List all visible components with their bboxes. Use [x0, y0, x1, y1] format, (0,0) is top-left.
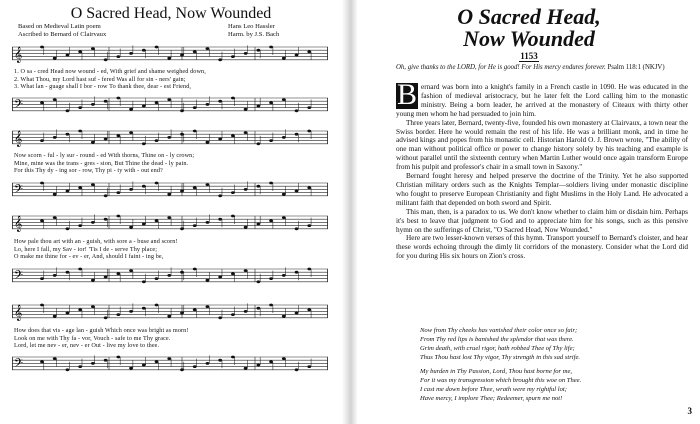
lyric-line: For this Thy dy - ing sor - row, Thy pi - ty with - out end?	[14, 167, 163, 174]
notehead	[116, 272, 120, 275]
clef-icon: 𝄢	[14, 357, 24, 373]
notehead	[256, 185, 260, 188]
notehead	[155, 360, 159, 363]
lyrics-block	[14, 238, 324, 261]
poem-stanza	[420, 367, 690, 403]
notehead	[244, 367, 248, 370]
notehead	[269, 101, 273, 104]
notehead	[282, 98, 286, 101]
paragraph: Three years later, Bernard, twenty-five, founded his own monastery at Clairvaux, a town near the Swiss border. Here he would remain the rest of his life. He was a brilliant monk, and in time he advised kings and popes from his monastic cell. Historian Harold O. J. Brown wrote, "The ability of one man without political office or power to change history solely by his teaching and example is without parallel until the sixteenth century when Martin Luther would once again transform Europe from his pulpit and professor's chair in a small town in Saxony."	[396, 118, 688, 172]
notehead	[91, 47, 95, 50]
notehead	[193, 224, 197, 227]
paragraph-text: ernard was born into a knight's family in a French castle in 1090. He was educated in the fashion of medieval aristocracy, but he later felt the Lord calling him to the monastic ministry. Being a born leader, he arrived at the monastery of Citeaux with thirty other young men whom he had persuaded to join him.	[396, 83, 688, 118]
notehead	[116, 97, 120, 100]
notehead	[142, 280, 146, 283]
poem-line: Thus Thou hast lost Thy vigor, Thy strength in this sad strife.	[420, 354, 581, 361]
scripture-epigraph	[396, 63, 686, 72]
notehead	[91, 362, 95, 365]
notehead	[167, 136, 171, 139]
notehead	[167, 193, 171, 196]
notehead	[91, 279, 95, 282]
clef-icon: 𝄞	[14, 216, 23, 232]
lyric-line: How pale thou art with an - guish, with sore a - buse and scorn!	[14, 238, 178, 245]
staff-graphic	[12, 180, 328, 202]
notehead	[104, 58, 108, 61]
title-line: O Sacred Head,	[457, 4, 601, 29]
notehead	[40, 139, 44, 142]
notehead	[282, 136, 286, 139]
notehead	[167, 216, 171, 219]
notehead	[282, 315, 286, 318]
notehead	[193, 130, 197, 133]
notehead	[40, 101, 44, 104]
notehead	[269, 304, 273, 307]
notehead	[66, 271, 70, 274]
poem-line: From Thy red lips is banished the splendor that was there.	[420, 336, 574, 343]
notehead	[282, 193, 286, 196]
staff-graphic	[12, 354, 328, 376]
notehead	[155, 101, 159, 104]
notehead	[206, 279, 210, 282]
notehead	[295, 271, 299, 274]
poem-stanza	[420, 326, 690, 362]
notehead	[53, 136, 57, 139]
notehead	[104, 100, 108, 103]
clef-icon: 𝄞	[14, 305, 23, 321]
drop-cap: B	[396, 78, 417, 111]
notehead	[142, 223, 146, 226]
bass-staff	[12, 266, 328, 285]
notehead	[218, 218, 222, 221]
notehead	[78, 365, 82, 368]
notehead	[269, 46, 273, 49]
notehead	[256, 364, 260, 367]
notehead	[307, 50, 311, 53]
notehead	[66, 227, 70, 230]
paragraph: Bernard fought heresy and helped preserve the doctrine of the Trinity. Yet he also supported Christian military orders such as the Knights Templar—soldiers living under monastic discipline who fought to preserve European Christianity and fight Muslims in the Holy Land. He advocated a militant faith that depended on both sword and Spirit.	[396, 172, 688, 207]
notehead	[231, 313, 235, 316]
notehead	[206, 103, 210, 106]
notehead	[269, 360, 273, 363]
bass-staff	[12, 180, 328, 199]
lyrics-block	[14, 68, 324, 91]
notehead	[218, 58, 222, 61]
notehead	[116, 356, 120, 359]
notehead	[180, 368, 184, 371]
notehead	[116, 313, 120, 316]
notehead	[231, 134, 235, 137]
notehead	[206, 141, 210, 144]
notehead	[231, 272, 235, 275]
notehead	[193, 50, 197, 53]
notehead	[142, 307, 146, 310]
notehead	[129, 131, 133, 134]
notehead	[129, 269, 133, 272]
paragraph: This man, then, is a paradox to us. We don't know whether to claim him or disdain him. Perhaps it's best to leave that judgment to God and to appreciate him for his songs, such as this pensive hymn on the sufferings of Christ, "O Sacred Head, Now Wounded."	[396, 207, 688, 234]
notehead	[256, 142, 260, 145]
staff-graphic	[12, 128, 328, 150]
notehead	[206, 221, 210, 224]
notehead	[307, 308, 311, 311]
lyric-line: 3. What lan - guage shall I bor - row To thank thee, dear - est Friend,	[14, 83, 192, 90]
notehead	[206, 47, 210, 50]
poem-line: My burden in Thy Passion, Lord, Thou hast borne for me,	[420, 368, 573, 375]
staff-graphic	[12, 44, 328, 66]
notehead	[307, 224, 311, 227]
notehead	[295, 312, 299, 315]
notehead	[295, 190, 299, 193]
notehead	[218, 100, 222, 103]
notehead	[66, 312, 70, 315]
clef-icon: 𝄞	[14, 47, 23, 63]
lyrics-block	[14, 327, 324, 350]
notehead	[155, 139, 159, 142]
lyric-line: Now scorn - ful - ly sur - round - ed With thorns, Thine on - ly crown;	[14, 152, 195, 159]
notehead	[307, 106, 311, 109]
clef-icon: 𝄞	[14, 131, 23, 147]
notehead	[180, 312, 184, 315]
staff-graphic	[12, 266, 328, 288]
notehead	[129, 367, 133, 370]
year-text: 1153	[520, 51, 538, 61]
notehead	[193, 268, 197, 271]
notehead	[256, 307, 260, 310]
poem-line: For it was my transgression which brought this woe on Thee.	[420, 377, 582, 384]
notehead	[295, 368, 299, 371]
music-credits	[228, 23, 279, 39]
title-line: Now Wounded	[463, 26, 595, 51]
notehead	[78, 268, 82, 271]
notehead	[206, 305, 210, 308]
notehead	[307, 268, 311, 271]
notehead	[91, 305, 95, 308]
notehead	[231, 215, 235, 218]
notehead	[167, 315, 171, 318]
credit-line: Based on Medieval Latin poem	[18, 23, 101, 30]
notehead	[91, 141, 95, 144]
bass-staff	[12, 354, 328, 373]
notehead	[53, 357, 57, 360]
notehead	[104, 276, 108, 279]
notehead	[244, 188, 248, 191]
notehead	[78, 308, 82, 311]
notehead	[167, 357, 171, 360]
notehead	[53, 98, 57, 101]
notehead	[180, 271, 184, 274]
notehead	[282, 57, 286, 60]
notehead	[180, 190, 184, 193]
notehead	[40, 182, 44, 185]
lyric-line: Look on me with Thy fa - vor, Vouch - safe to me Thy grace.	[14, 334, 171, 342]
notehead	[40, 277, 44, 280]
staff-graphic	[12, 95, 328, 117]
lyric-line: Lord, let me nev - er, nev - er Out - live my love to thee.	[14, 342, 160, 349]
notehead	[66, 54, 70, 57]
notehead	[206, 183, 210, 186]
notehead	[269, 219, 273, 222]
notehead	[307, 130, 311, 133]
notehead	[167, 98, 171, 101]
notehead	[180, 54, 184, 57]
notehead	[307, 186, 311, 189]
notehead	[142, 105, 146, 108]
notehead	[53, 216, 57, 219]
notehead	[66, 190, 70, 193]
notehead	[282, 357, 286, 360]
notehead	[78, 130, 82, 133]
notehead	[244, 52, 248, 55]
notehead	[40, 219, 44, 222]
notehead	[231, 55, 235, 58]
devotional-title	[358, 6, 700, 50]
notehead	[193, 365, 197, 368]
notehead	[66, 109, 70, 112]
notehead	[231, 191, 235, 194]
notehead	[91, 183, 95, 186]
notehead	[218, 276, 222, 279]
paragraph	[396, 78, 688, 119]
notehead	[142, 49, 146, 52]
staff-graphic	[12, 213, 328, 235]
notehead	[53, 193, 57, 196]
notehead	[53, 274, 57, 277]
notehead	[129, 52, 133, 55]
clef-icon: 𝄢	[14, 98, 24, 114]
notehead	[180, 109, 184, 112]
notehead	[282, 274, 286, 277]
notehead	[218, 359, 222, 362]
notehead	[231, 97, 235, 100]
notehead	[256, 49, 260, 52]
notehead	[218, 194, 222, 197]
clef-icon: 𝄢	[14, 269, 24, 285]
notehead	[142, 185, 146, 188]
notehead	[244, 310, 248, 313]
notehead	[295, 109, 299, 112]
lyrics-block	[14, 152, 324, 175]
lyric-line: How does that vis - age lan - guish Which once was bright as morn!	[14, 327, 189, 334]
notehead	[53, 315, 57, 318]
notehead	[142, 142, 146, 145]
treble-staff	[12, 302, 328, 321]
notehead	[142, 364, 146, 367]
notehead	[218, 316, 222, 319]
notehead	[104, 218, 108, 221]
hymn-page	[0, 0, 342, 424]
poem-line: I cast me down before Thee, wrath were my rightful lot;	[420, 386, 567, 393]
notehead	[40, 304, 44, 307]
notehead	[231, 356, 235, 359]
notehead	[91, 103, 95, 106]
notehead	[155, 219, 159, 222]
notehead	[155, 46, 159, 49]
devotional-body	[396, 78, 688, 261]
notehead	[295, 54, 299, 57]
notehead	[218, 138, 222, 141]
notehead	[244, 131, 248, 134]
notehead	[129, 108, 133, 111]
notehead	[104, 138, 108, 141]
hymn-title: O Sacred Head, Now Wounded	[70, 5, 272, 22]
notehead	[206, 362, 210, 365]
page-number: 3	[687, 406, 692, 416]
notehead	[244, 108, 248, 111]
treble-staff	[12, 128, 328, 147]
notehead	[104, 194, 108, 197]
lyric-line: 2. What Thou, my Lord hast suf - fered Was all for sin - ners' gain;	[14, 75, 186, 83]
notehead	[244, 269, 248, 272]
notehead	[66, 133, 70, 136]
notehead	[155, 277, 159, 280]
notehead	[104, 359, 108, 362]
clef-icon: 𝄢	[14, 183, 24, 199]
notehead	[53, 57, 57, 60]
bass-staff	[12, 95, 328, 114]
notehead	[180, 227, 184, 230]
credit-line: Ascribed to Bernard of Clairvaux	[18, 31, 107, 38]
notehead	[78, 186, 82, 189]
notehead	[116, 191, 120, 194]
credit-line: Harm. by J.S. Bach	[228, 31, 280, 38]
notehead	[193, 106, 197, 109]
treble-staff	[12, 213, 328, 232]
notehead	[193, 186, 197, 189]
book-gutter	[342, 0, 358, 424]
notehead	[129, 226, 133, 229]
notehead	[167, 274, 171, 277]
notehead	[256, 223, 260, 226]
notehead	[269, 277, 273, 280]
notehead	[91, 221, 95, 224]
notehead	[129, 188, 133, 191]
notehead	[40, 360, 44, 363]
treble-staff	[12, 44, 328, 63]
notehead	[40, 46, 44, 49]
notehead	[116, 55, 120, 58]
text-credits	[18, 23, 106, 39]
year-label	[358, 51, 700, 61]
lyric-line: O make me thine for - ev - er, And, should I faint - ing be,	[14, 253, 164, 260]
notehead	[193, 308, 197, 311]
notehead	[167, 57, 171, 60]
poem-line: Have mercy, I implore Thee; Redeemer, spurn me not!	[420, 395, 563, 402]
notehead	[282, 216, 286, 219]
notehead	[155, 304, 159, 307]
notehead	[256, 105, 260, 108]
notehead	[78, 106, 82, 109]
poem-line: Grim death, with cruel rigor, hath robbed Thee of Thy life;	[420, 345, 575, 352]
notehead	[155, 182, 159, 185]
notehead	[295, 227, 299, 230]
notehead	[180, 133, 184, 136]
notehead	[78, 50, 82, 53]
notehead	[269, 139, 273, 142]
lyric-line: Lo, here I fall, my Sav - ior! 'Tis I de - serve Thy place;	[14, 245, 158, 253]
devotional-page	[358, 0, 700, 424]
paragraph: Here are two lesser-known verses of this hymn. Transport yourself to Bernard's cloister, and hear these words echoing through the dimly lit corridors of the monastery. Consider what the Lord did for you during His six hours on Zion's cross.	[396, 234, 688, 261]
notehead	[104, 316, 108, 319]
notehead	[295, 133, 299, 136]
credit-line: Hans Leo Hassler	[228, 23, 275, 30]
staff-graphic	[12, 302, 328, 324]
poem-line: Now from Thy cheeks has vanished their color once so fair;	[420, 327, 578, 334]
lyric-line: 1. O sa - cred Head now wound - ed, With grief and shame weighed down,	[14, 68, 206, 75]
epigraph-reference: Psalm 118:1 (NKJV)	[607, 64, 665, 71]
notehead	[307, 365, 311, 368]
notehead	[269, 182, 273, 185]
notehead	[78, 224, 82, 227]
notehead	[116, 215, 120, 218]
notehead	[129, 310, 133, 313]
notehead	[116, 134, 120, 137]
lyric-line: Mine, mine was the trans - gres - sion, But Thine the dead - ly pain.	[14, 159, 189, 167]
notehead	[256, 280, 260, 283]
notehead	[66, 368, 70, 371]
epigraph-text: Oh, give thanks to the LORD, for He is good! For His mercy endures forever.	[396, 64, 606, 71]
notehead	[244, 226, 248, 229]
